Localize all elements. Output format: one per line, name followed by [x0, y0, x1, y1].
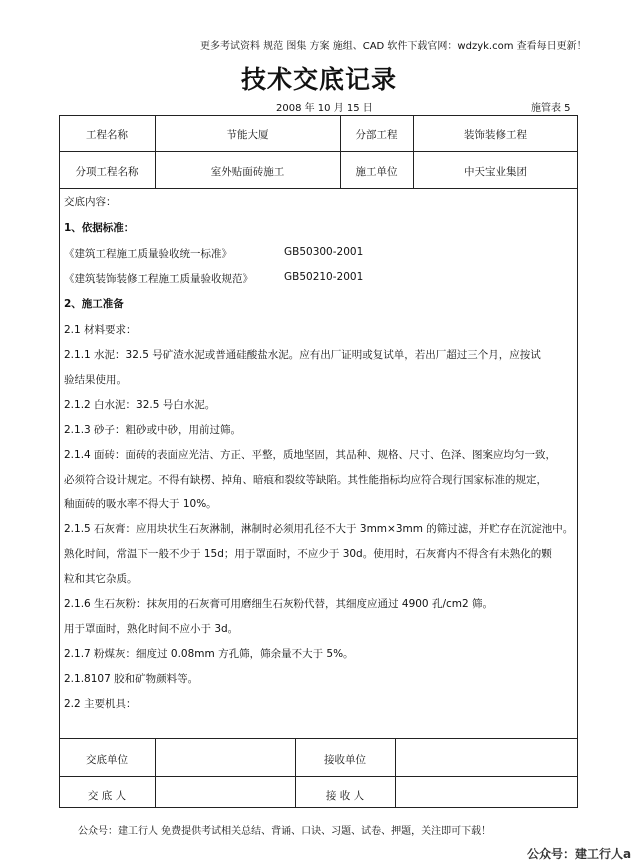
paragraph-2-1-2: 2.1.2 白水泥：32.5 号白水泥。: [64, 399, 216, 411]
form-number: 施管表 5: [531, 103, 571, 114]
item-name-label: 分项工程名称: [75, 166, 139, 178]
handover-person-label: 交 底 人: [87, 790, 127, 802]
project-name-label: 工程名称: [86, 129, 128, 141]
paragraph-2-1-5-line-1: 2.1.5 石灰膏：应用块状生石灰淋制，淋制时必须用孔径不大于 3mm×3mm 的筛过滤，并贮存在沉淀池中。: [64, 523, 574, 535]
paragraph-2-1-6-line-2: 用于罩面时，熟化时间不应小于 3d。: [64, 623, 239, 635]
project-name-value: 节能大厦: [226, 129, 269, 141]
paragraph-2-1-6-line-1: 2.1.6 生石灰粉：抹灰用的石灰膏可用磨细生石灰粉代替，其细度应通过 4900 孔/cm2 筛。: [64, 598, 494, 610]
item-name-value: 室外贴面砖施工: [210, 166, 285, 178]
standard-1-code: GB50300-2001: [284, 246, 364, 258]
paragraph-2-1-5-line-2: 熟化时间，常温下一般不少于 15d；用于罩面时，不应少于 30d。使用时，石灰膏内不得含有未熟化的颗: [64, 548, 552, 560]
receiving-unit-label: 接收单位: [324, 754, 366, 766]
row-divider: [59, 188, 578, 189]
paragraph-2-1-4-line-3: 釉面砖的吸水率不得大于 10%。: [64, 498, 217, 510]
construction-unit-value: 中天宝业集团: [464, 166, 527, 178]
standard-2-title: 《建筑装饰装修工程施工质量验收规范》: [64, 273, 253, 285]
paragraph-2-1-3: 2.1.3 砂子：粗砂或中砂，用前过筛。: [64, 424, 242, 436]
section-1-heading: 1、依据标准：: [64, 222, 135, 234]
standard-1-title: 《建筑工程施工质量验收统一标准》: [64, 248, 232, 260]
column-divider: [395, 738, 396, 808]
standard-2-code: GB50210-2001: [284, 271, 364, 283]
row-divider: [59, 151, 578, 152]
receiver-label: 接 收 人: [325, 790, 365, 802]
column-divider: [155, 738, 156, 808]
document-title: 技术交底记录: [240, 65, 397, 94]
section-2-heading: 2、施工准备: [64, 298, 124, 310]
document-date: 2008 年 10 月 15 日: [276, 103, 373, 114]
paragraph-2-1-7: 2.1.7 粉煤灰：细度过 0.08mm 方孔筛，筛余量不大于 5%。: [64, 648, 354, 660]
construction-unit-label: 施工单位: [355, 166, 398, 178]
paragraph-2-1-5-line-3: 粒和其它杂质。: [64, 573, 138, 585]
paragraph-2-1-8: 2.1.8107 胶和矿物颜料等。: [64, 673, 199, 685]
header-note: 更多考试资料 规范 图集 方案 施组、CAD 软件下载官网：wdzyk.com 查看每日更新！: [200, 41, 587, 52]
paragraph-2-1-1-line-1: 2.1.1 水泥：32.5 号矿渣水泥或普通硅酸盐水泥。应有出厂证明或复试单，若出厂超过三个月，应按试: [64, 349, 541, 361]
paragraph-2-1-1-line-2: 验结果使用。: [64, 374, 127, 386]
section-2-1-heading: 2.1 材料要求：: [64, 324, 137, 336]
paragraph-2-1-4-line-1: 2.1.4 面砖：面砖的表面应光洁、方正、平整，质地坚固，其品种、规格、尺寸、色泽、图案应均匀一致，: [64, 449, 557, 461]
sub-project-label: 分部工程: [355, 129, 398, 141]
watermark: 公众号：建工行人a: [527, 847, 632, 861]
sub-project-value: 装饰装修工程: [464, 129, 527, 141]
handover-unit-label: 交底单位: [86, 754, 128, 766]
paragraph-2-1-4-line-2: 必须符合设计规定。不得有缺楞、掉角、暗痕和裂纹等缺陷。其性能指标均应符合现行国家标准的规定，: [64, 474, 547, 486]
content-intro: 交底内容：: [64, 196, 117, 208]
row-divider: [59, 738, 578, 739]
section-2-2-heading: 2.2 主要机具：: [64, 698, 137, 710]
footer-note: 公众号：建工行人 免费提供考试相关总结、背诵、口诀、习题、试卷、押题，关注即可下载！: [78, 826, 492, 837]
row-divider: [59, 776, 578, 777]
